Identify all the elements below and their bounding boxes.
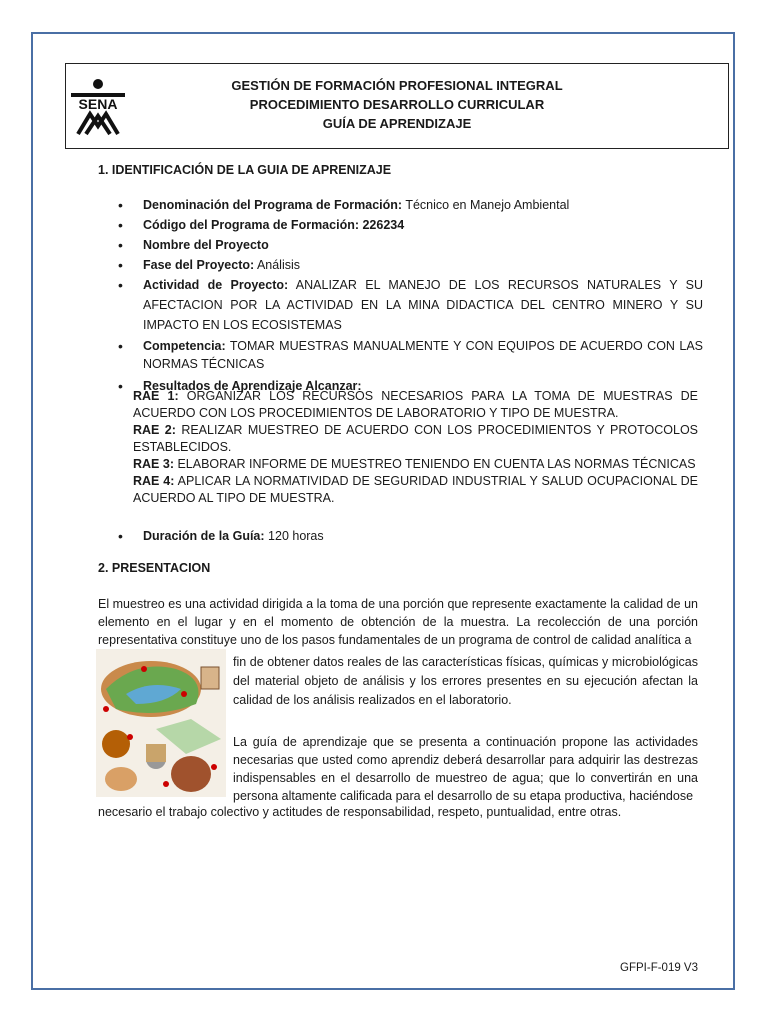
header-title-3: GUÍA DE APRENDIZAJE: [322, 116, 472, 131]
section-2-title: 2. PRESENTACION: [98, 561, 211, 575]
list-item-project-activity: • Actividad de Proyecto: ANALIZAR EL MANEJO DE LOS RECURSOS NATURALES Y SU AFECTACION POR LA ACTIVIDAD EN LA MINA DIDACTICA DEL CENTRO MINERO Y SU IMPACTO EN LOS ECOSISTEMAS: [118, 275, 703, 335]
section-1-title: 1. IDENTIFICACIÓN DE LA GUIA DE APRENIZAJE: [98, 163, 392, 177]
presentation-paragraph-2-end: necesario el trabajo colectivo y actitudes de responsabilidad, respeto, puntualidad, entre otras.: [98, 805, 622, 819]
document-header: [65, 63, 729, 149]
rae-4: RAE 4: APLICAR LA NORMATIVIDAD DE SEGURIDAD INDUSTRIAL Y SALUD OCUPACIONAL DE ACUERDO AL TIPO DE MUESTRA.: [133, 474, 699, 505]
rae-3: RAE 3: ELABORAR INFORME DE MUESTREO TENIENDO EN CUENTA LAS NORMAS TÉCNICAS: [133, 457, 696, 471]
list-item-duration: • Duración de la Guía: 120 horas: [118, 526, 703, 546]
list-item-learning-results: • Resultados de Aprendizaje Alcanzar:: [118, 376, 703, 396]
header-title-2: PROCEDIMIENTO DESARROLLO CURRICULAR: [249, 97, 545, 112]
document-code: GFPI-F-019 V3: [620, 962, 698, 974]
sampling-illustration: [96, 649, 226, 797]
duration-list: [118, 526, 703, 546]
list-item-competence: • Competencia: TOMAR MUESTRAS MANUALMENTE Y CON EQUIPOS DE ACUERDO CON LAS NORMAS TÉCNICAS: [118, 337, 703, 373]
presentation-paragraph-2: La guía de aprendizaje que se presenta a continuación propone las actividades necesarias que usted como aprendiz deberá desarrollar para adquirir las destrezas indispensables en el desarrollo de muestreo de agua; que lo convertirán en una persona altamente calificada para el desarrollo de su etapa productiva, haciéndose: [233, 735, 698, 803]
list-item-project-phase: • Fase del Proyecto: Análisis: [118, 255, 703, 275]
presentation-paragraph-1-continued: fin de obtener datos reales de las características físicas, químicas y microbiológicas del material objeto de análisis y los errores presentes en su ejecución afectan la calidad de los análisis realizados en el laboratorio.: [233, 655, 698, 707]
rae-1: RAE 1: ORGANIZAR LOS RECURSOS NECESARIOS PARA LA TOMA DE MUESTRAS DE ACUERDO CON LOS PROCEDIMIENTOS DE LABORATORIO Y TIPO DE MUESTRA.: [133, 389, 699, 420]
list-item-program-code: • Código del Programa de Formación: 226234: [118, 215, 703, 235]
header-title-1: GESTIÓN DE FORMACIÓN PROFESIONAL INTEGRAL: [231, 78, 563, 93]
list-item-project-name: • Nombre del Proyecto: [118, 235, 703, 255]
list-item-program-name: • Denominación del Programa de Formación: Técnico en Manejo Ambiental: [118, 195, 703, 215]
identification-list: [118, 195, 703, 396]
presentation-paragraph-1: El muestreo es una actividad dirigida a la toma de una porción que represente exactamente la calidad de un elemento en el lugar y en el momento de obtención de la muestra. La recolección de una porción representativa constituye uno de los pasos fundamentales de un programa de control de calidad analítica a: [98, 597, 698, 647]
logo-text: SENA: [78, 96, 118, 112]
rae-2: RAE 2: REALIZAR MUESTREO DE ACUERDO CON LOS PROCEDIMIENTOS Y PROTOCOLOS ESTABLECIDOS.: [133, 423, 699, 454]
